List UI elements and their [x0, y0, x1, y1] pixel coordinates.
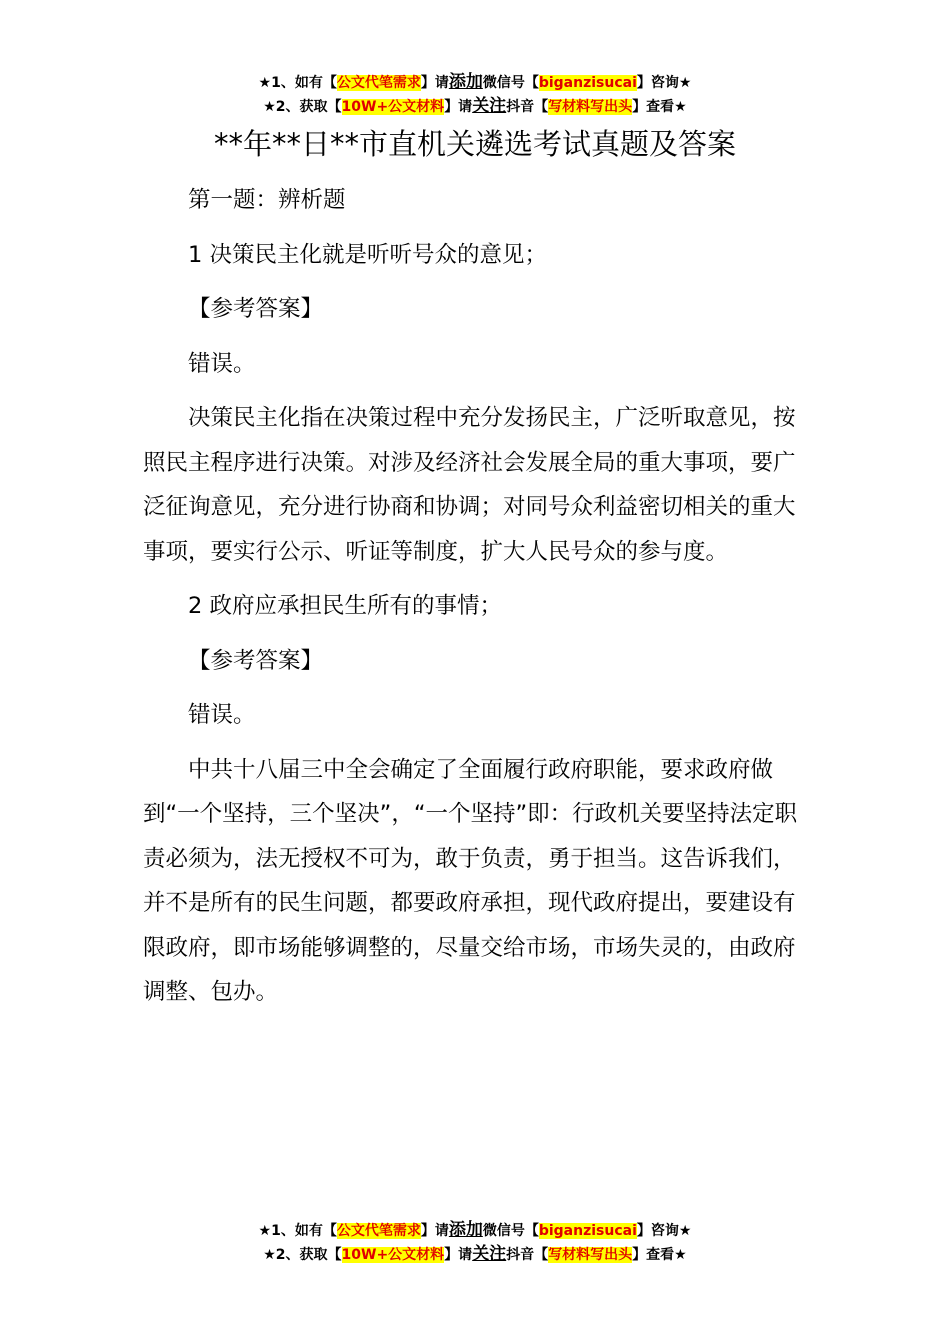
banner-text: 】请: [444, 99, 473, 115]
banner-text: 】请: [420, 75, 449, 91]
answer-explanation-2: 中共十八届三中全会确定了全面履行政府职能，要求政府做到“一个坚持，三个坚决”，“一个坚持”即：行政机关要坚持法定职责必须为，法无授权不可为，敢于负责，勇于担当。这告诉我们，并不是所有的民生问题，都要政府承担，现代政府提出，要建设有限政府，即市场能够调整的，尽量交给市场，市场失灵的，由政府调整、包办。: [143, 756, 798, 1005]
answer-label-2: 【参考答案】: [188, 647, 324, 674]
banner-underline: 关注: [472, 1244, 507, 1264]
banner-underline: 添加: [448, 1220, 483, 1240]
banner-line-2: [0, 94, 950, 118]
banner-text: 】查看★: [632, 1247, 687, 1263]
answer-verdict-2: 错误。: [188, 702, 256, 728]
document-title: **年**日**市直机关遴选考试真题及答案: [213, 127, 736, 161]
banner-text: 微信号【: [482, 1223, 539, 1239]
banner-wechat-id: biganzisucai: [538, 75, 637, 91]
banner-text: 微信号【: [482, 75, 539, 91]
banner-underline: 添加: [448, 72, 483, 92]
banner-text: 抖音【: [506, 1247, 549, 1263]
banner-highlight: 10W+公文材料: [341, 99, 445, 115]
banner-text: 】请: [444, 1247, 473, 1263]
question-1: 1 决策民主化就是听听号众的意见；: [188, 241, 547, 268]
banner-line-1: [0, 1218, 950, 1242]
banner-douyin-account: 写材料写出头: [548, 99, 633, 115]
banner-text: ★1、如有【: [258, 75, 337, 91]
section-heading: 第一题：辨析题: [188, 187, 346, 213]
footer-banner: [0, 1218, 950, 1266]
banner-text: 】请: [420, 1223, 449, 1239]
header-banner: [0, 70, 950, 118]
banner-highlight: 10W+公文材料: [341, 1247, 445, 1263]
document-body: [143, 178, 807, 1025]
answer-label-1: 【参考答案】: [188, 296, 324, 322]
banner-text: 抖音【: [506, 99, 549, 115]
banner-underline: 关注: [472, 96, 507, 116]
answer-explanation-1: 决策民主化指在决策过程中充分发扬民主，广泛听取意见，按照民主程序进行决策。对涉及经济社会发展全局的重大事项，要广泛征询意见，充分进行协商和协调；对同号众利益密切相关的重大事项，要实行公示、听证等制度，扩大人民号众的参与度。: [143, 405, 796, 565]
banner-wechat-id: biganzisucai: [538, 1223, 637, 1239]
banner-highlight: 公文代笔需求: [336, 1223, 421, 1239]
banner-text: ★2、获取【: [263, 1247, 342, 1263]
banner-line-2: [0, 1242, 950, 1266]
banner-highlight: 公文代笔需求: [336, 75, 421, 91]
banner-text: 】咨询★: [636, 75, 692, 91]
question-2: 2 政府应承担民生所有的事情；: [188, 593, 502, 619]
banner-text: ★1、如有【: [258, 1223, 337, 1239]
banner-text: 】咨询★: [636, 1223, 692, 1239]
answer-verdict-1: 错误。: [188, 350, 256, 377]
banner-text: ★2、获取【: [263, 99, 342, 115]
banner-line-1: [0, 70, 950, 94]
banner-douyin-account: 写材料写出头: [548, 1247, 633, 1263]
banner-text: 】查看★: [632, 99, 687, 115]
